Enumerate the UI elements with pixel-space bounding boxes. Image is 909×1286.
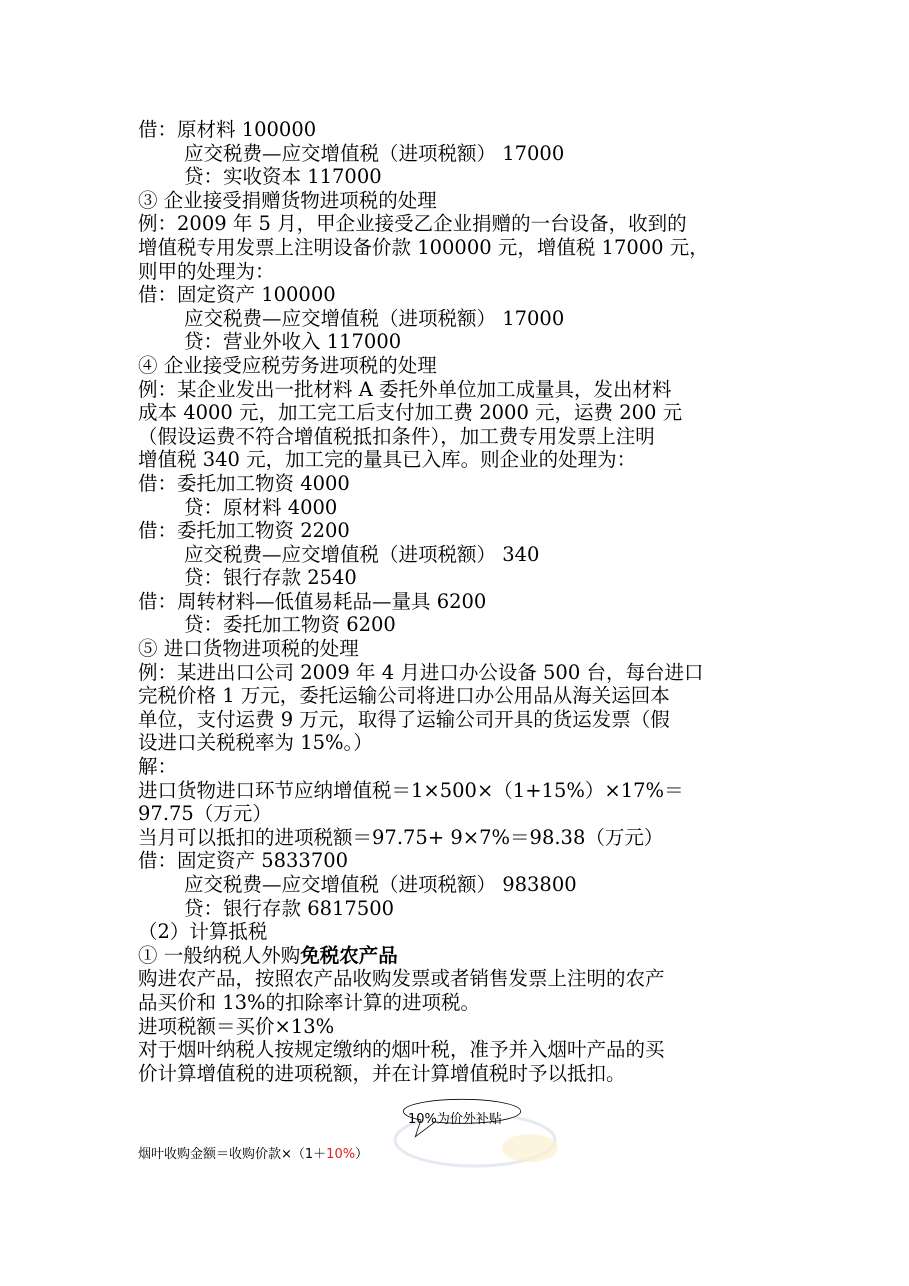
formula-prefix: 烟叶收购金额＝收购价款×（1＋: [138, 1147, 327, 1162]
text-line: [138, 637, 778, 661]
tobacco-formula: [138, 1143, 368, 1162]
line-text: 单位，支付运费 9 万元，取得了运输公司开具的货运发票（假: [138, 707, 670, 731]
line-text: ⑤ 进口货物进项税的处理: [138, 637, 359, 661]
text-line: [138, 849, 778, 873]
line-text: 价计算增值税的进项税额，并在计算增值税时予以抵扣。: [138, 1061, 626, 1085]
text-line: [138, 1038, 778, 1062]
line-text: 借：原材料 100000: [138, 118, 317, 141]
text-line: [138, 613, 778, 637]
line-text: ③ 企业接受捐赠货物进项税的处理: [138, 188, 437, 212]
text-line: [138, 755, 778, 779]
line-text: 品买价和 13%的扣除率计算的进项税。: [138, 990, 481, 1014]
text-line: [138, 165, 778, 189]
text-line: [138, 684, 778, 708]
text-line: [138, 944, 778, 968]
text-line: [138, 354, 778, 378]
bold-term: 免税农产品: [300, 943, 398, 967]
text-line: [138, 991, 778, 1015]
line-text: （2）计算抵税: [138, 920, 268, 944]
text-line: [138, 731, 778, 755]
line-text: 应交税费—应交增值税（进项税额） 983800: [184, 873, 577, 896]
line-text: 应交税费—应交增值税（进项税额） 17000: [184, 306, 565, 330]
text-line: [138, 212, 778, 236]
line-text: 借：委托加工物资 4000: [138, 471, 350, 495]
text-line: [138, 661, 778, 685]
line-text: 购进农产品，按照农产品收购发票或者销售发票上注明的农产: [138, 967, 665, 991]
line-text: 解：: [138, 755, 178, 779]
line-text: 完税价格 1 万元，委托运输公司将进口办公用品从海关运回本: [138, 684, 670, 708]
line-text: 例：某企业发出一批材料 A 委托外单位加工成量具，发出材料: [138, 377, 672, 401]
text-line: [138, 118, 778, 142]
line-text: ① 一般纳税人外购: [138, 943, 301, 967]
line-text: 贷：营业外收入 117000: [184, 330, 402, 354]
text-line: [138, 920, 778, 944]
text-line: [138, 472, 778, 496]
text-line: [138, 779, 778, 803]
line-text: 例：2009 年 5 月，甲企业接受乙企业捐赠的一台设备，收到的: [138, 212, 687, 236]
text-line: [138, 897, 778, 921]
line-text: 借：委托加工物资 2200: [138, 519, 350, 543]
line-text: 贷：委托加工物资 6200: [184, 613, 396, 637]
line-text: 贷：银行存款 2540: [184, 566, 357, 590]
callout-text: 10%为价外补贴: [408, 1112, 502, 1127]
text-line: [138, 283, 778, 307]
text-line: [138, 496, 778, 520]
text-line: [138, 448, 778, 472]
line-text: 借：周转材料—低值易耗品—量具 6200: [138, 589, 487, 613]
text-line: [138, 260, 778, 284]
line-text: 进口货物进口环节应纳增值税＝1×500×（1+15%）×17%＝: [138, 778, 684, 802]
text-line: [138, 543, 778, 567]
text-line: [138, 142, 778, 166]
text-line: [138, 189, 778, 213]
text-line: [138, 802, 778, 826]
text-line: [138, 1015, 778, 1039]
line-text: （假设运费不符合增值税抵扣条件），加工费专用发票上注明: [138, 424, 655, 448]
text-line: [138, 566, 778, 590]
document-body: [138, 118, 778, 1085]
text-line: [138, 330, 778, 354]
line-text: 借：固定资产 100000: [138, 283, 336, 307]
line-text: 增值税专用发票上注明设备价款 100000 元，增值税 17000 元，: [138, 235, 709, 259]
line-text: 例：某进出口公司 2009 年 4 月进口办公设备 500 台，每台进口: [138, 660, 704, 684]
line-text: 贷：原材料 4000: [184, 495, 338, 519]
line-text: 贷：实收资本 117000: [184, 165, 382, 189]
text-line: [138, 236, 778, 260]
text-line: [138, 708, 778, 732]
text-line: [138, 307, 778, 331]
text-line: [138, 873, 778, 897]
line-text: 应交税费—应交增值税（进项税额） 340: [184, 542, 540, 566]
line-text: 则甲的处理为：: [138, 259, 275, 283]
text-line: [138, 425, 778, 449]
formula-highlight: 10%: [326, 1147, 356, 1162]
line-text: 设进口关税税率为 15%。）: [138, 731, 373, 755]
line-text: 97.75（万元）: [138, 802, 272, 826]
formula-section: [0, 1098, 909, 1178]
line-text: 进项税额＝买价×13%: [138, 1014, 335, 1038]
text-line: [138, 378, 778, 402]
text-line: [138, 519, 778, 543]
line-text: 应交税费—应交增值税（进项税额） 17000: [184, 141, 565, 165]
line-text: 借：固定资产 5833700: [138, 849, 349, 873]
line-text: 当月可以抵扣的进项税额＝97.75+ 9×7%＝98.38（万元）: [138, 825, 664, 849]
line-text: 增值税 340 元，加工完的量具已入库。则企业的处理为：: [138, 448, 637, 472]
line-text: 对于烟叶纳税人按规定缴纳的烟叶税，准予并入烟叶产品的买: [138, 1038, 665, 1062]
line-text: 贷：银行存款 6817500: [184, 896, 395, 920]
text-line: [138, 401, 778, 425]
line-text: 成本 4000 元，加工完工后支付加工费 2000 元，运费 200 元: [138, 401, 683, 425]
text-line: [138, 590, 778, 614]
line-text: ④ 企业接受应税劳务进项税的处理: [138, 353, 437, 377]
formula-suffix: ）: [355, 1147, 369, 1162]
text-line: [138, 826, 778, 850]
text-line: [138, 1062, 778, 1086]
text-line: [138, 967, 778, 991]
